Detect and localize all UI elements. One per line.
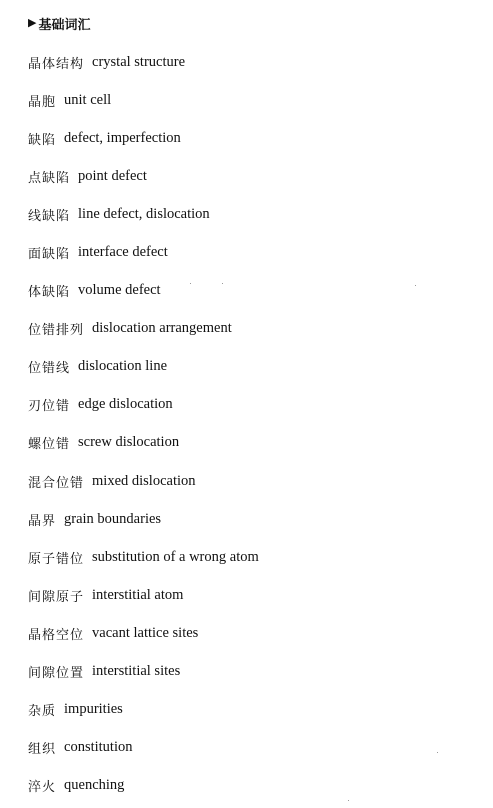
term-row bbox=[0, 653, 493, 691]
term-chinese: 间隙位置 bbox=[28, 666, 85, 682]
term-row bbox=[0, 500, 493, 538]
term-chinese: 晶界 bbox=[28, 513, 57, 529]
term-chinese: 杂质 bbox=[28, 704, 57, 720]
scan-speck bbox=[222, 283, 223, 284]
term-chinese: 刃位错 bbox=[28, 399, 71, 415]
term-chinese: 面缺陷 bbox=[28, 247, 71, 263]
term-english: constitution bbox=[64, 739, 133, 756]
term-chinese: 位错排列 bbox=[28, 323, 85, 339]
term-row bbox=[0, 272, 493, 310]
term-english: edge dislocation bbox=[78, 396, 173, 413]
term-english: substitution of a wrong atom bbox=[92, 548, 259, 565]
scan-speck bbox=[348, 800, 349, 801]
term-english: interstitial atom bbox=[92, 586, 184, 603]
term-row bbox=[0, 233, 493, 271]
term-english: interface defect bbox=[78, 244, 168, 261]
term-chinese: 缺陷 bbox=[28, 132, 57, 148]
term-chinese: 螺位错 bbox=[28, 437, 71, 453]
term-row bbox=[0, 195, 493, 233]
term-row bbox=[0, 767, 493, 805]
term-chinese: 位错线 bbox=[28, 361, 71, 377]
term-chinese: 混合位错 bbox=[28, 475, 85, 491]
section-title: 基础词汇 bbox=[38, 17, 91, 33]
scan-speck bbox=[415, 285, 416, 286]
term-row bbox=[0, 43, 493, 81]
term-row bbox=[0, 81, 493, 119]
term-chinese: 线缺陷 bbox=[28, 208, 71, 224]
term-row bbox=[0, 386, 493, 424]
term-row bbox=[0, 157, 493, 195]
triangle-bullet-icon: ▶ bbox=[28, 15, 37, 29]
scan-speck bbox=[190, 283, 191, 284]
term-english: screw dislocation bbox=[78, 434, 180, 451]
term-english: volume defect bbox=[78, 282, 161, 299]
term-english: vacant lattice sites bbox=[92, 624, 199, 641]
term-english: grain boundaries bbox=[64, 510, 162, 527]
term-row bbox=[0, 119, 493, 157]
term-chinese: 原子错位 bbox=[28, 551, 85, 567]
term-chinese: 淬火 bbox=[28, 780, 57, 796]
term-english: defect, imperfection bbox=[64, 129, 181, 146]
term-english: point defect bbox=[78, 167, 147, 184]
term-english: unit cell bbox=[64, 91, 112, 108]
section-heading bbox=[28, 12, 90, 34]
term-english: impurities bbox=[64, 701, 123, 718]
term-chinese: 晶格空位 bbox=[28, 627, 85, 643]
term-english: line defect, dislocation bbox=[78, 205, 210, 222]
term-chinese: 体缺陷 bbox=[28, 285, 71, 301]
term-row bbox=[0, 538, 493, 576]
term-chinese: 组织 bbox=[28, 742, 57, 758]
term-row bbox=[0, 576, 493, 614]
term-row bbox=[0, 424, 493, 462]
term-english: quenching bbox=[64, 777, 125, 794]
term-english: interstitial sites bbox=[92, 663, 181, 680]
term-row bbox=[0, 729, 493, 767]
term-chinese: 晶胞 bbox=[28, 94, 57, 110]
term-chinese: 点缺陷 bbox=[28, 170, 71, 186]
term-row bbox=[0, 691, 493, 729]
term-row bbox=[0, 614, 493, 652]
term-english: mixed dislocation bbox=[92, 472, 196, 489]
term-row bbox=[0, 462, 493, 500]
term-english: dislocation arrangement bbox=[92, 320, 232, 337]
term-chinese: 间隙原子 bbox=[28, 589, 85, 605]
term-row bbox=[0, 310, 493, 348]
term-chinese: 晶体结构 bbox=[28, 56, 85, 72]
term-list bbox=[0, 43, 493, 805]
term-english: crystal structure bbox=[92, 53, 186, 70]
term-row bbox=[0, 348, 493, 386]
scan-speck bbox=[437, 752, 438, 753]
term-english: dislocation line bbox=[78, 358, 168, 375]
